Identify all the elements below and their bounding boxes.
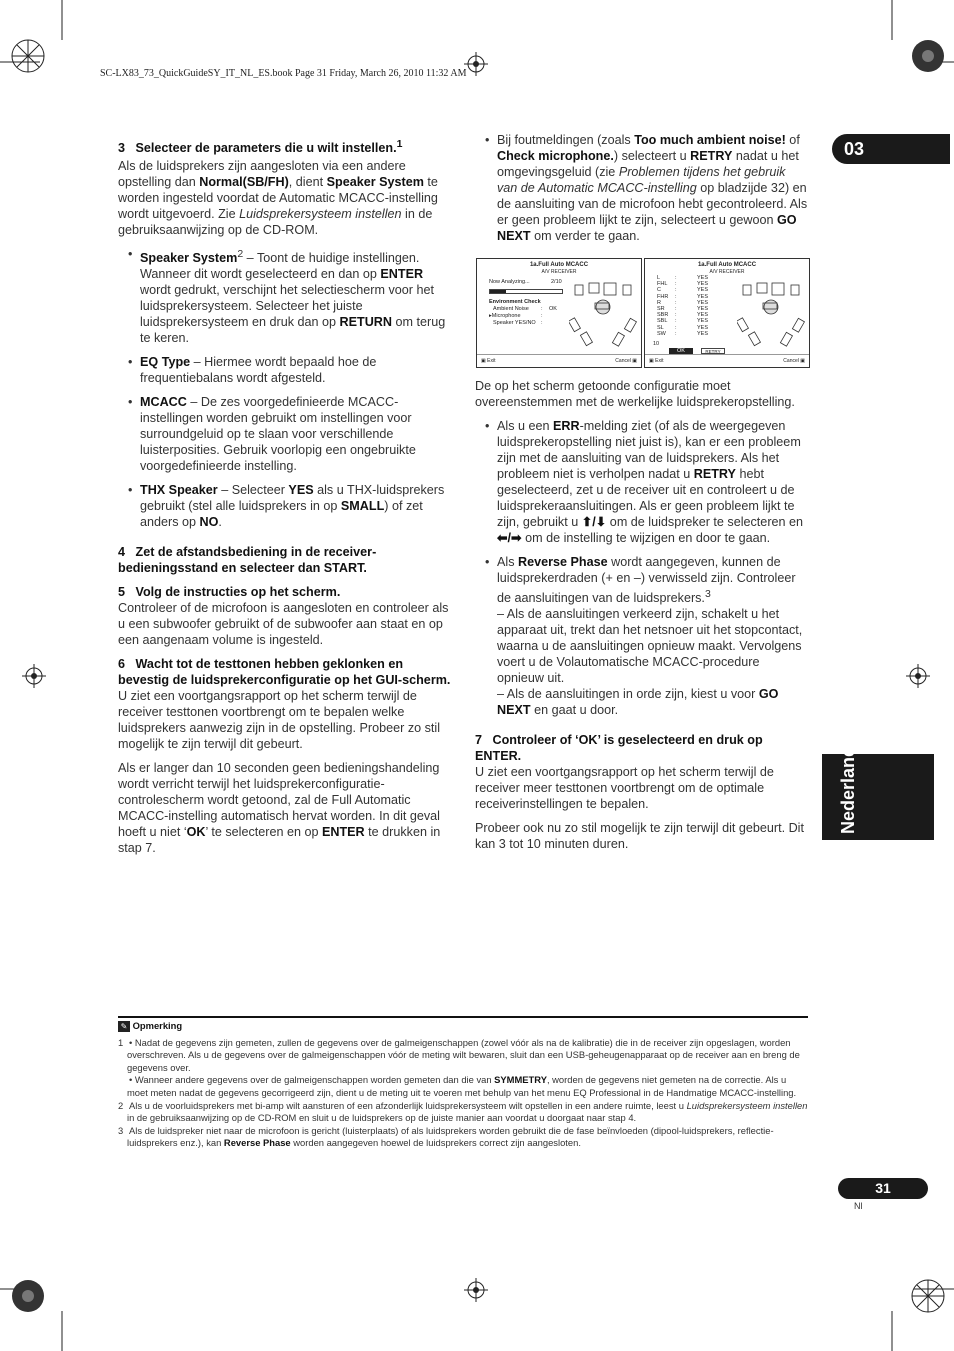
separator: : [675,299,677,306]
step-6-heading: 6 Wacht tot de testtonen hebben geklonken en bevestig de luidsprekerconfiguratie op het GUI-scherm. [118,657,451,688]
step-7-heading: 7 Controleer of ‘OK’ is geselecteerd en druk op ENTER. [475,733,763,764]
step-7-text: U ziet een voortgangsrapport op het scherm terwijl de receiver meer testtonen voortbrengt om de optimale receiverinstellingen te bepalen. [475,765,774,812]
chapter-tab: 03 [832,134,950,164]
step-5-heading: 5 Volg de instructies op het scherm. [118,585,341,600]
language-tab [822,735,934,840]
speaker-channel: C [657,287,661,294]
print-header: SC-LX83_73_QuickGuideSY_IT_NL_ES.book Page 31 Friday, March 26, 2010 11:32 AM [100,68,467,79]
speaker-status: YES [697,330,709,337]
noise-label: Ambient Noise [493,306,529,312]
exit-label: Exit [487,358,496,364]
speaker-channel: L [657,275,661,281]
speaker-status: YES [697,318,709,325]
right-column-top [475,132,809,252]
screen-title: 1a.Full Auto MCACC [529,262,589,268]
page-language-code: Nl [854,1201,863,1211]
noise-value: OK [549,306,557,312]
speaker-channel: SR [657,305,665,312]
speaker-channel: SBL [657,318,668,325]
footnotes [118,1016,808,1150]
page-number: 31 [838,1178,928,1199]
reverse-phase-item: • Als Reverse Phase wordt aangegeven, kunnen de luidsprekerdraden (+ en –) verwisseld zijn. Controleer de aansluitingen van de luidsprekers.$^3$ – Als de aansluitingen verkeerd zijn, schakelt u het apparaat uit, trekt dan het netsnoer uit het stopcontact, waarna u de aansluitingen opnieuw maakt. Vervolgens voert u de Volautomatische MCACC-procedure opnieuw uit. – Als de aansluitingen in orde zijn, kiest u voor GO NEXT en gaat u door. [475,554,809,718]
registration-mark-icon [22,664,46,688]
registration-mark-icon [8,36,48,76]
speaker-system-item: • Speaker System$^2$ – Toont de huidige instellingen. Wanneer dit wordt geselecteerd en dan op ENTER wordt gedrukt, verschijnt het selectiescherm voor het luidsprekersysteem. Selecteer het juiste luidsprekersysteem en druk dan op RETURN om terug te keren. [118,246,454,346]
step-4-heading: 4 Zet de afstandsbediening in de receiver-bedieningsstand en selecteer dan START. [118,545,377,576]
cancel-label: Cancel [615,358,631,364]
speaker-status: YES [697,324,709,331]
footnote-divider [118,1016,808,1018]
registration-mark-icon [8,1276,48,1316]
speaker-status: YES [697,287,709,294]
speaker-diagram-icon [737,277,805,355]
screen-footer: ▣ Exit Cancel ▣ [645,354,809,367]
screen-now-analyzing: 1a.Full Auto MCACC A/V RECEIVER Now Analyzing... 2/10 Environment Check Ambient Noise : OK ▸Microphone : Speaker YES/NO : ▣ Exit Cancel ▣ [476,258,642,368]
cancel-label: Cancel [783,358,799,364]
speaker-channel: SW [657,330,666,337]
separator: : [675,318,677,325]
registration-mark-icon [464,1278,488,1302]
err-item: • Als u een ERR-melding ziet (of als de weergegeven luidsprekeropstelling niet juist is), kan er een probleem zijn met de aansluiting van de luidsprekers. Als het probleem niet is verholpen nadat u RETRY hebt geselecteerd, zet u de receiver uit en controleert u de luidsprekeraansluitingen. Als er geen probleem lijkt te zijn, gebruikt u ⬆/⬇ om de luidspreker te selecteren en ⬅/➡ om de instelling te wijzigen en door te gaan. [475,418,809,546]
footnote-2: 2 Als u de voorluidsprekers met bi-amp wilt aansturen of een afzonderlijk luidsprekersysteem wilt opstellen in een andere ruimte, leest u Luidsprekersysteem instellen in de gebruiksaanwijzing op de CD-ROM en sluit u de luidsprekers op de juiste manier aan voordat u doorgaat naar stap 4. [118,1099,808,1124]
speaker-list [657,275,717,337]
screen-subtitle: A/V RECEIVER [709,269,745,275]
progress-count: 2/10 [551,279,562,285]
registration-mark-icon [906,664,930,688]
screen-subtitle: A/V RECEIVER [541,269,577,275]
eq-type-item: • EQ Type – Hiermee wordt bepaald hoe de frequentiebalans wordt afgesteld. [118,354,454,386]
separator: : [675,305,677,312]
registration-mark-icon [908,1276,948,1316]
step-6-note: Als er langer dan 10 seconden geen bedieningshandeling wordt verricht terwijl het luidsprekerconfiguratie-controlescherm wordt getoond, zal de Full Automatic MCACC-instelling automatisch hervat worden. In dit geval hoeft u niet ‘OK’ te selecteren en op ENTER te drukken in stap 7. [118,761,441,856]
speaker-status: YES [697,312,709,319]
speaker-channel: SBR [657,312,669,319]
footnote-heading: ✎ Opmerking [118,1020,808,1033]
speaker-status: YES [697,275,709,281]
speaker-channel: R [657,299,661,306]
separator: : [675,293,677,300]
speaker-channel: SL [657,324,664,331]
speaker-status: YES [697,305,709,312]
up-down-arrows-icon: ⬆/⬇ [581,515,607,529]
speaker-row[interactable] [657,331,717,337]
speaker-status: YES [697,299,709,306]
step-7-note: Probeer ook nu zo stil mogelijk te zijn terwijl dit gebeurt. Dit kan 3 tot 10 minuten duren. [475,821,804,852]
footnote-3: 3 Als de luidspreker niet naar de microfoon is gericht (luisterplaats) of als luidsprekers worden gebruikt die de fase beïnvloeden (dipool-luidsprekers, reflectie-luidsprekers enz.), kan Reverse Phase worden aangegeven hoewel de luidsprekers correct zijn aangesloten. [118,1124,774,1149]
separator: : [675,330,677,337]
separator: : [675,324,677,331]
note-pencil-icon: ✎ [118,1021,130,1032]
screen-title: 1a.Full Auto MCACC [697,262,757,268]
step-5-text: Controleer of de microfoon is aangesloten en controleer als u een subwoofer gebruikt of de subwoofer aan staat en op een aangenaam volume is ingesteld. [118,601,449,648]
separator: : [675,281,677,288]
speaker-yes-no-label: Speaker YES/NO [493,320,536,326]
retry-button[interactable]: RETRY [701,348,725,354]
registration-mark-icon [908,36,948,76]
separator: : [675,275,677,281]
footnote-1a: 1 • Nadat de gegevens zijn gemeten, zullen de gegevens over de galmeigenschappen (zowel vóór als na de kalibratie) die in de receiver zijn opgeslagen, worden overschreven. Als u de gegevens over de galmeigenschappen vóór de meting wilt bewaren, sluit dan een USB-geheugenapparaat op de receiver aan en breng de gegevens over. [118,1036,800,1073]
mcacc-item: • MCACC – De zes voorgedefinieerde MCACC-instellingen worden gebruikt om instellingen voor surroundgeluid op te slaan voor verschillende luisterposities. Gebruik voorlopig een ongebruikte voorgedefinieerde instelling. [118,394,454,474]
mic-label: Microphone [491,313,521,319]
speaker-status: YES [697,281,709,288]
speaker-diagram-icon [569,277,637,355]
error-messages-item: • Bij foutmeldingen (zoals Too much ambient noise! of Check microphone.) selecteert u RETRY nadat u het omgevingsgeluid (zie Problemen tijdens het gebruik van de Automatic MCACC-instelling op bladzijde 32) en de aansluiting van de microfoon hebt gecontroleerd. Als er geen probleem lijkt te zijn, selecteert u gewoon GO NEXT om verder te gaan. [475,132,809,244]
progress-bar [489,289,563,294]
separator: : [675,312,677,319]
ok-button[interactable]: OK [669,348,693,354]
env-check-label: Environment Check [489,299,541,305]
step-6-text: U ziet een voortgangsrapport op het scherm terwijl de receiver testtonen voortbrengt om te bepalen welke luidsprekers aanwezig zijn in de opstelling. Probeer zo stil mogelijk te zijn terwijl dit gebeurt. [118,689,441,752]
thx-speaker-item: • THX Speaker – Selecteer YES als u THX-luidsprekers gebruikt (stel alle luidsprekers in op SMALL) of zet anders op NO. [118,482,454,530]
exit-label: Exit [655,358,664,364]
analyzing-label: Now Analyzing... [489,279,530,285]
screen-footer: ▣ Exit Cancel ▣ [477,354,641,367]
speaker-count: 10 [653,341,660,347]
screen-speaker-check [644,258,810,368]
step-3-text: Als de luidsprekers zijn aangesloten via een andere opstelling dan Normal(SB/FH), dient Speaker System te worden ingesteld voordat de Automatic MCACC-instelling wordt uitgevoerd. Zie Luidsprekersysteem instellen in de gebruiksaanwijzing op de CD-ROM. [118,159,438,238]
language-label: Nederlands [838,735,858,834]
separator: : [675,287,677,294]
left-right-arrows-icon: ⬅/➡ [497,531,522,545]
left-column [118,136,454,864]
step-3-heading: 3 Selecteer de parameters die u wilt instellen.$^1$ [118,138,403,156]
configuration-note: De op het scherm getoonde configuratie moet overeenstemmen met de werkelijke luidsprekeropstelling. [475,379,795,409]
speaker-channel: FHR [657,293,669,300]
right-column-bottom [475,378,809,860]
speaker-channel: FHL [657,281,668,288]
speaker-status: YES [697,293,709,300]
footnote-1b: • Wanneer andere gegevens over de galmeigenschappen worden gemeten dan die van SYMMETRY, worden de gegevens niet gemeten na de correctie. Als u moet meten nadat de gegevens gecorrigeerd zijn, dient u de meting uit te voeren met behulp van het menu EQ Professional in de Handmatige MCACC-instelling. [127,1074,797,1098]
registration-mark-icon [464,52,488,76]
